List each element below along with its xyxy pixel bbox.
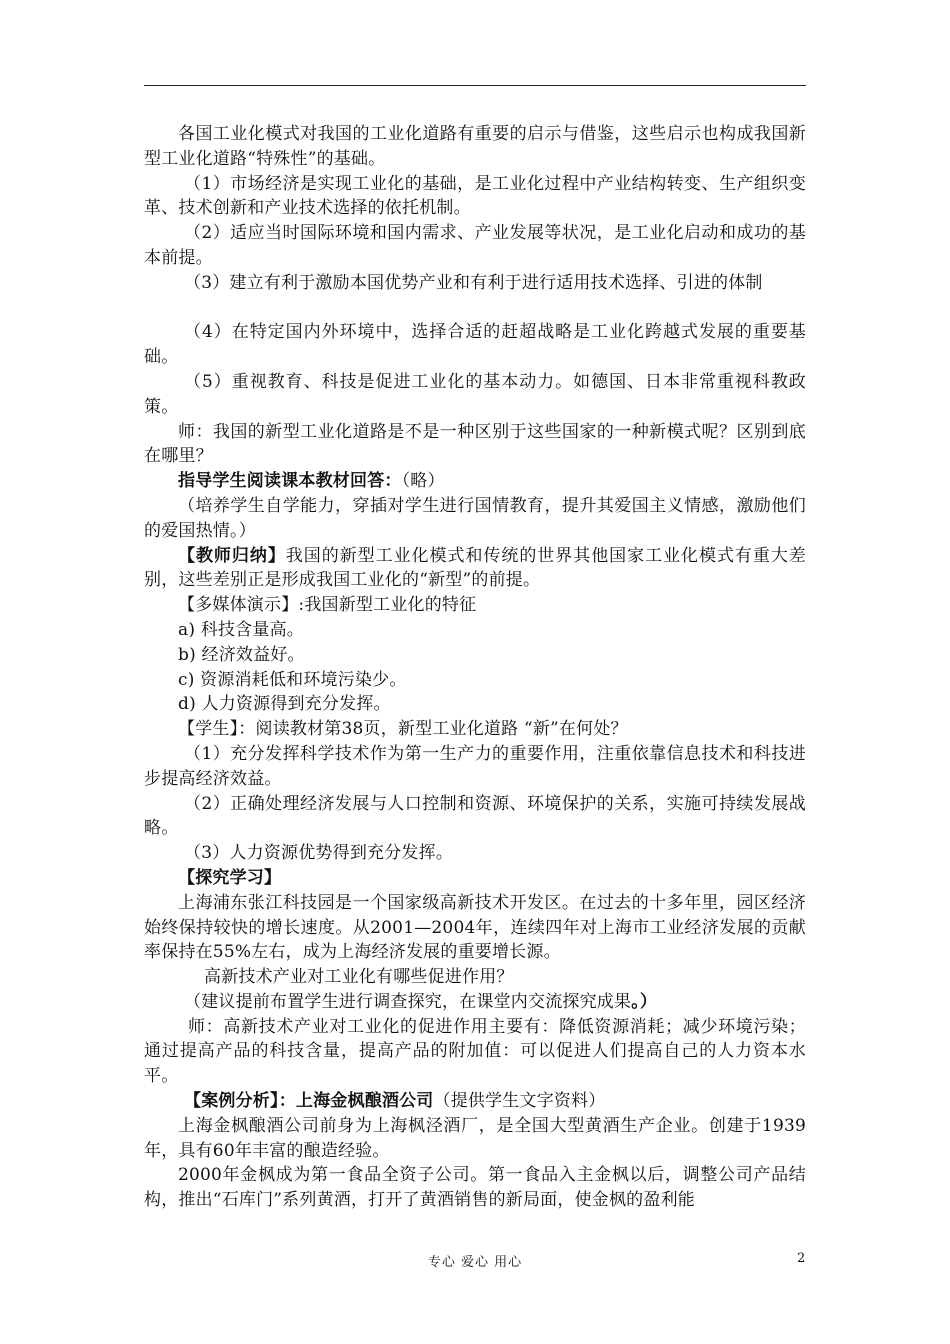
paragraph: 师：高新技术产业对工业化的促进作用主要有：降低资源消耗；减少环境污染；通过提高产品的科技含量，提高产品的附加值：可以促进人们提高自己的人力资本水平。 (144, 1016, 806, 1087)
paragraph (144, 544, 806, 594)
note-text: （建议提前布置学生进行调查探究，在课堂内交流探究成果 (184, 991, 632, 1012)
page-body (144, 122, 806, 1213)
lead-rest: （略） (401, 471, 445, 492)
paragraph: （4）在特定国内外环境中，选择合适的赶超战略是工业化跨越式发展的重要基础。 (144, 322, 806, 368)
header-rule (144, 85, 806, 86)
paragraph (144, 990, 806, 1015)
paragraph: （1）市场经济是实现工业化的基础，是工业化过程中产业结构转变、生产组织变革、技术创新和产业技术选择的依托机制。 (144, 173, 806, 219)
paragraph: （3）人力资源优势得到充分发挥。 (184, 843, 454, 864)
bold-lead: 【教师归纳】 (178, 545, 286, 566)
paragraph: （5）重视教育、科技是促进工业化的基本动力。如德国、日本非常重视科教政策。 (144, 371, 806, 417)
footer-motto: 专心 爱心 用心 (427, 1255, 523, 1270)
bold-lead: 【案例分析】：上海金枫酿酒公司 (184, 1091, 434, 1112)
paragraph: 【学生】：阅读教材第38页，新型工业化道路 “新”在何处？ (178, 719, 628, 740)
paragraph: 师：我国的新型工业化道路是不是一种区别于这些国家的一种新模式呢？区别到底在哪里？ (144, 421, 806, 467)
list-item: d) 人力资源得到充分发挥。 (178, 694, 391, 715)
list-item: b) 经济效益好。 (178, 644, 305, 665)
paragraph: 上海浦东张江科技园是一个国家级高新技术开发区。在过去的十多年里，园区经济始终保持较快的增长速度。从2001—2004年，连续四年对上海市工业经济发展的贡献率保持在55%左右，成为上海经济发展的重要增长源。 (144, 892, 806, 963)
paragraph: 2000年金枫成为第一食品全资子公司。第一食品入主金枫以后，调整公司产品结构，推出“石库门”系列黄酒，打开了黄酒销售的新局面，使金枫的盈利能 (144, 1165, 806, 1211)
paragraph: 高新技术产业对工业化有哪些促进作用？ (204, 967, 514, 988)
list-item: a) 科技含量高。 (178, 619, 304, 640)
paragraph: 各国工业化模式对我国的工业化道路有重要的启示与借鉴，这些启示也构成我国新型工业化道路“特殊性”的基础。 (144, 124, 806, 169)
paragraph (144, 469, 806, 494)
paragraph (144, 1089, 806, 1114)
bold-lead: 指导学生阅读课本教材回答： (178, 471, 402, 492)
paragraph: （培养学生自学能力，穿插对学生进行国情教育，提升其爱国主义情感，激励他们的爱国热情。） (144, 495, 806, 541)
paragraph: （2）适应当时国际环境和国内需求、产业发展等状况，是工业化启动和成功的基本前提。 (144, 223, 806, 268)
section-heading: 【探究学习】 (178, 867, 282, 888)
paragraph: 【多媒体演示】:我国新型工业化的特征 (178, 595, 477, 616)
paragraph: （3）建立有利于激励本国优势产业和有利于进行适用技术选择、引进的体制 (184, 272, 763, 293)
note-end: 。） (631, 991, 658, 1012)
list-item: c) 资源消耗低和环境污染少。 (178, 669, 407, 690)
blank-line (144, 296, 806, 321)
lead-rest: （提供学生文字资料） (433, 1091, 606, 1112)
page-number: 2 (797, 1251, 806, 1266)
paragraph: （1）充分发挥科学技术作为第一生产力的重要作用，注重依靠信息技术和科技进步提高经济效益。 (144, 743, 806, 789)
lead-rest: 我国的新型工业化模式和传统的世界其他国家工业化模式有重大差别，这些差别正是形成我国工业化的“新型”的前提。 (144, 545, 806, 591)
paragraph: 上海金枫酿酒公司前身为上海枫泾酒厂，是全国大型黄酒生产企业。创建于1939年，具有60年丰富的酿造经验。 (144, 1115, 806, 1161)
paragraph: （2）正确处理经济发展与人口控制和资源、环境保护的关系，实施可持续发展战略。 (144, 793, 806, 839)
